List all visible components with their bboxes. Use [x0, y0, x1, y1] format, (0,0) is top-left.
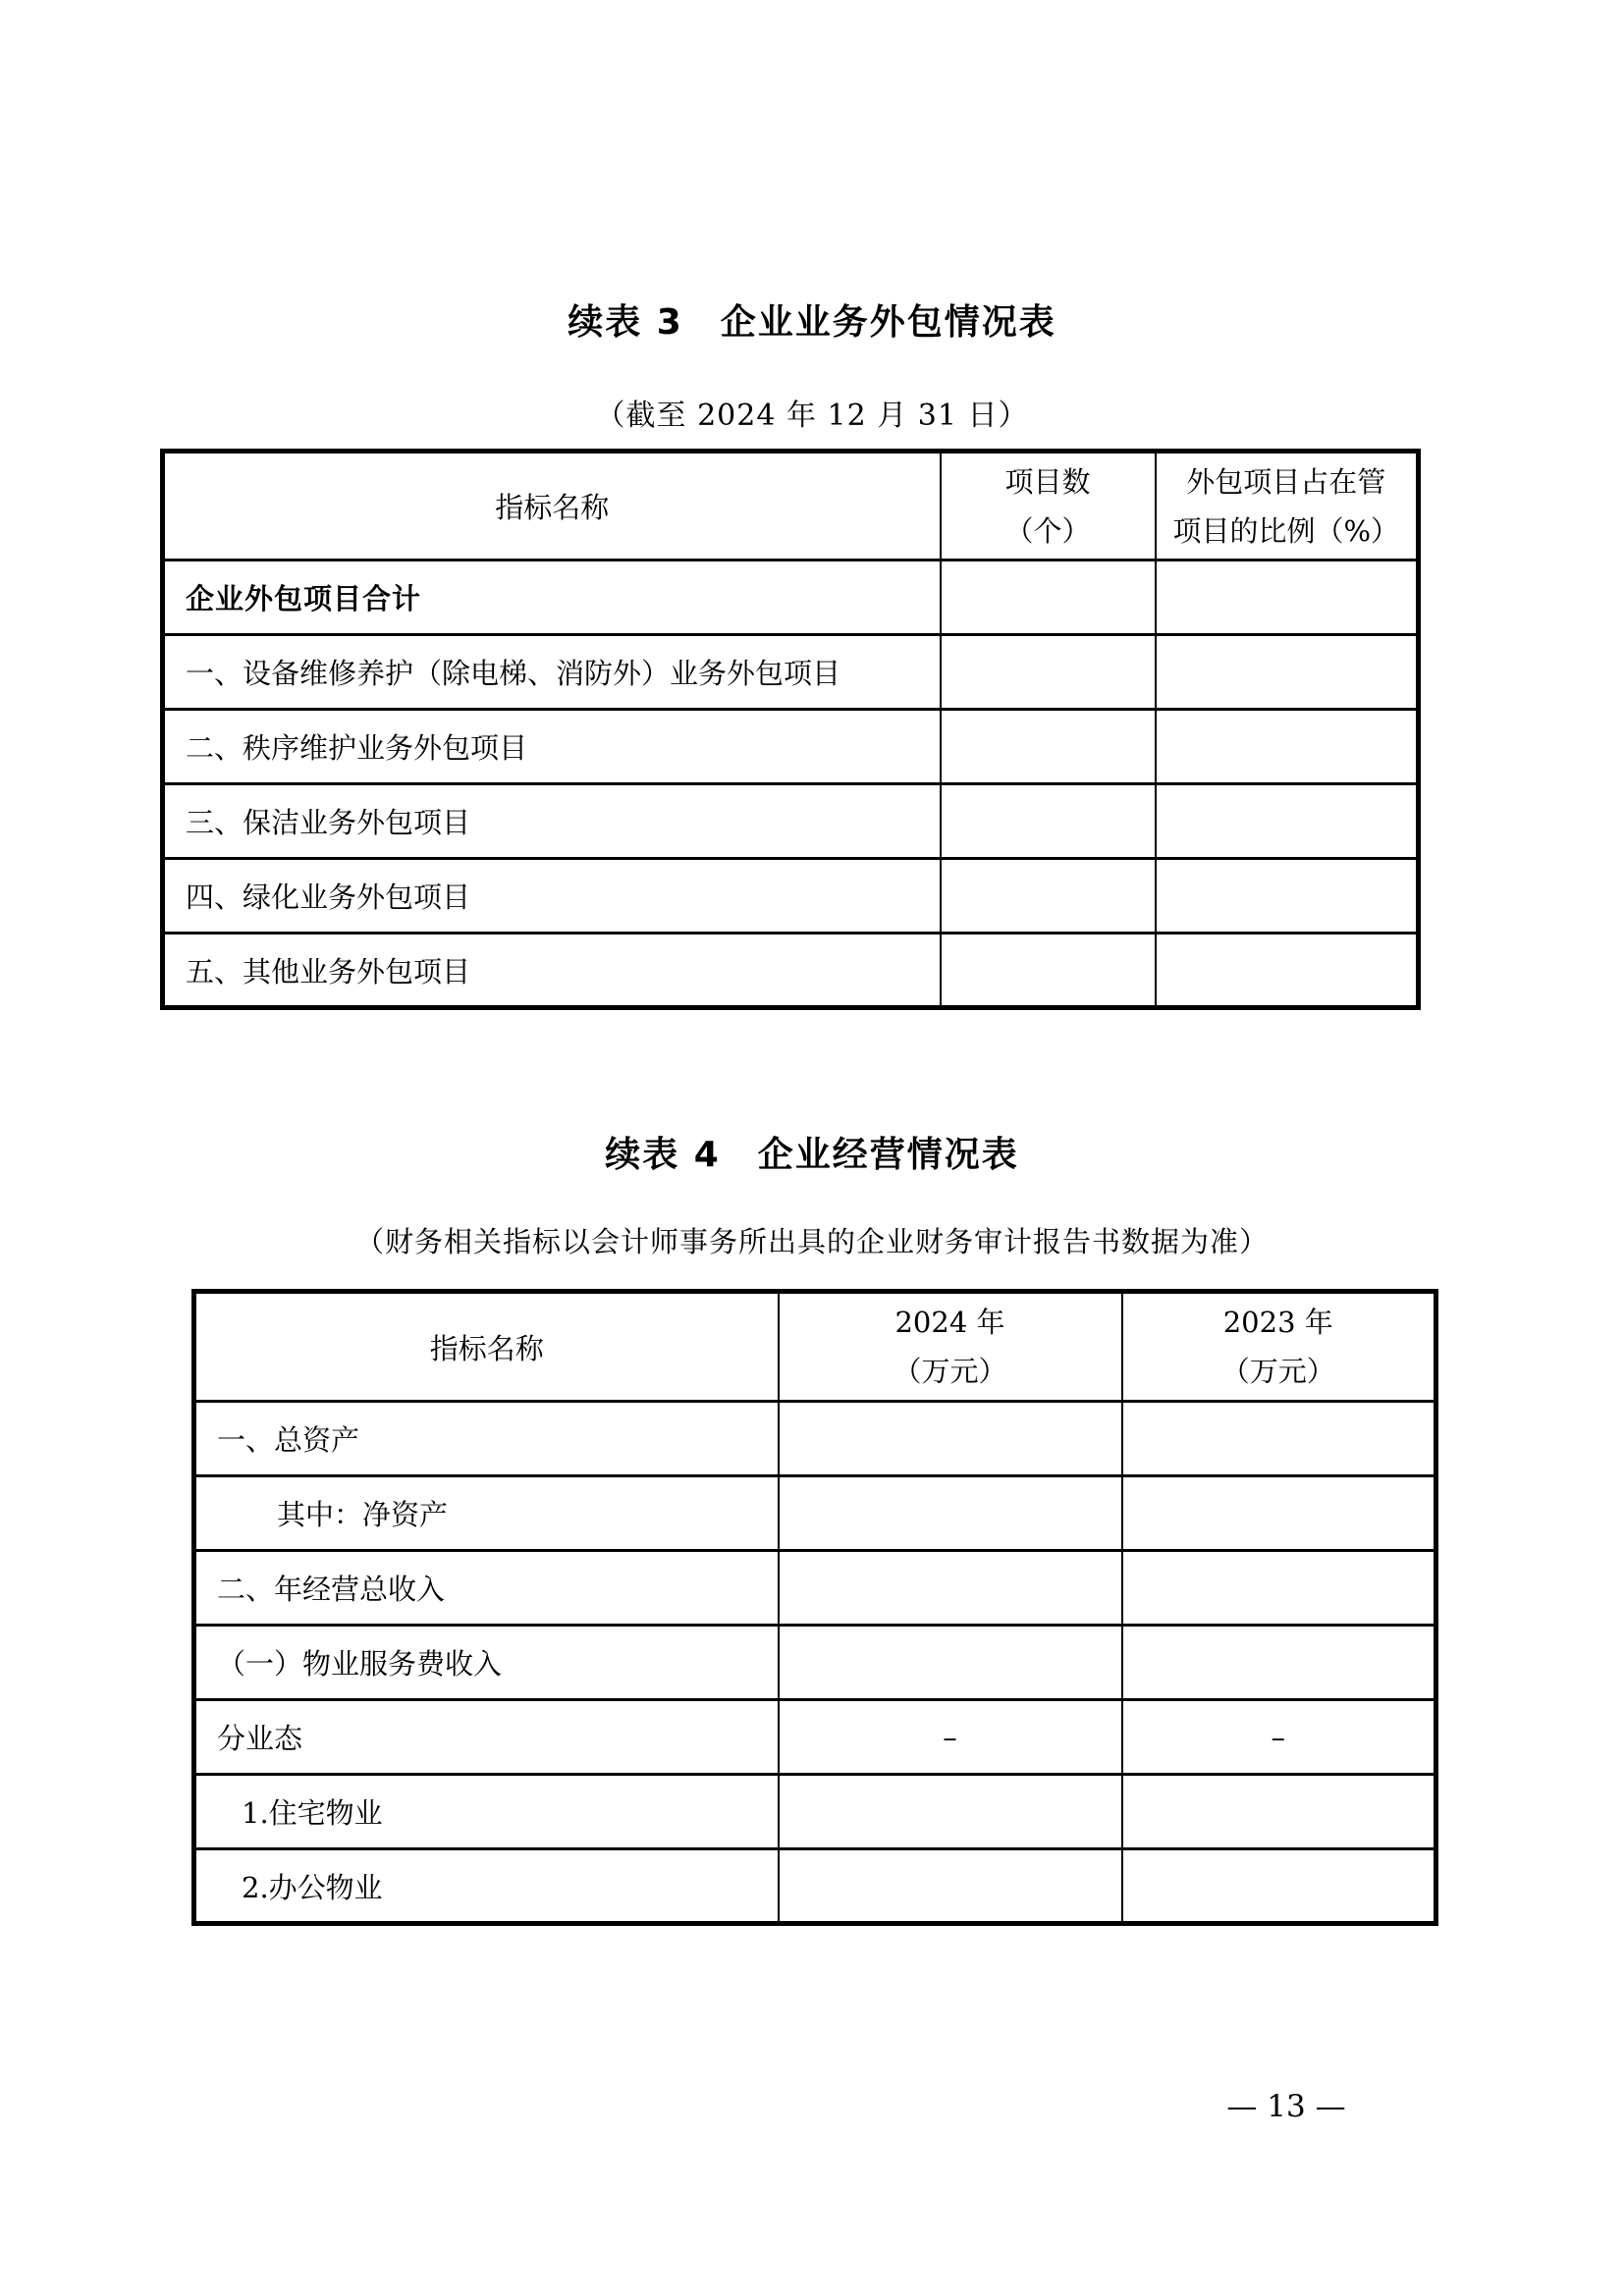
row-2023-cell	[1122, 1476, 1436, 1551]
row-label: 企业外包项目合计	[163, 561, 941, 635]
row-label: 2.办公物业	[194, 1849, 779, 1924]
outsourcing-header-project-count	[941, 452, 1156, 561]
operations-table-header-row	[194, 1292, 1436, 1402]
row-label: 二、年经营总收入	[194, 1551, 779, 1626]
row-2023-cell: –	[1122, 1700, 1436, 1775]
row-count-cell	[941, 635, 1156, 710]
row-ratio-cell	[1156, 710, 1419, 784]
row-label: 二、秩序维护业务外包项目	[163, 710, 941, 784]
table-row	[163, 710, 1419, 784]
table-row	[194, 1700, 1436, 1775]
row-label: 一、总资产	[194, 1402, 779, 1476]
operations-header-2023-line1: 2023 年	[1222, 1306, 1333, 1339]
operations-table	[191, 1289, 1438, 1926]
table-row	[163, 784, 1419, 859]
table-row	[194, 1402, 1436, 1476]
table4-subtitle: （财务相关指标以会计师事务所出具的企业财务审计报告书数据为准）	[354, 1225, 1269, 1258]
row-label: 一、设备维修养护（除电梯、消防外）业务外包项目	[163, 635, 941, 710]
outsourcing-header-project-count-line2: （个）	[1004, 513, 1091, 548]
row-2024-cell	[779, 1551, 1122, 1626]
table-row	[163, 934, 1419, 1008]
outsourcing-header-indicator-name: 指标名称	[163, 452, 941, 561]
page-number: — 13 —	[1226, 2089, 1346, 2124]
table-row	[194, 1775, 1436, 1849]
row-ratio-cell	[1156, 859, 1419, 934]
row-2023-cell	[1122, 1402, 1436, 1476]
row-label: 三、保洁业务外包项目	[163, 784, 941, 859]
row-2023-cell	[1122, 1775, 1436, 1849]
row-label: 五、其他业务外包项目	[163, 934, 941, 1008]
row-count-cell	[941, 710, 1156, 784]
row-label: 其中：净资产	[194, 1476, 779, 1551]
outsourcing-header-project-ratio-line1: 外包项目占在管	[1186, 464, 1386, 499]
row-label: 1.住宅物业	[194, 1775, 779, 1849]
row-2024-cell: –	[779, 1700, 1122, 1775]
outsourcing-header-project-count-line1: 项目数	[1004, 464, 1091, 499]
table4-title: 续表 4 企业经营情况表	[605, 1135, 1019, 1175]
row-count-cell	[941, 784, 1156, 859]
table3-title: 续表 3 企业业务外包情况表	[568, 302, 1056, 343]
operations-header-2023	[1122, 1292, 1436, 1402]
table-row	[194, 1551, 1436, 1626]
table-row	[194, 1626, 1436, 1700]
operations-header-2024-line1: 2024 年	[894, 1306, 1005, 1339]
operations-header-2024	[779, 1292, 1122, 1402]
row-2024-cell	[779, 1476, 1122, 1551]
row-ratio-cell	[1156, 934, 1419, 1008]
operations-header-2024-line2: （万元）	[893, 1355, 1007, 1388]
row-2024-cell	[779, 1849, 1122, 1924]
row-2024-cell	[779, 1626, 1122, 1700]
row-2023-cell	[1122, 1849, 1436, 1924]
outsourcing-table	[160, 449, 1421, 1010]
row-label: 分业态	[194, 1700, 779, 1775]
outsourcing-header-project-ratio-line2: 项目的比例（%）	[1172, 513, 1400, 548]
row-2024-cell	[779, 1402, 1122, 1476]
table3-subtitle: （截至 2024 年 12 月 31 日）	[595, 399, 1029, 433]
table-row	[163, 859, 1419, 934]
row-label: （一）物业服务费收入	[194, 1626, 779, 1700]
outsourcing-header-project-ratio	[1156, 452, 1419, 561]
row-count-cell	[941, 934, 1156, 1008]
row-ratio-cell	[1156, 635, 1419, 710]
table-row	[163, 635, 1419, 710]
row-ratio-cell	[1156, 561, 1419, 635]
operations-header-indicator-name: 指标名称	[194, 1292, 779, 1402]
table-row	[194, 1476, 1436, 1551]
row-2023-cell	[1122, 1551, 1436, 1626]
row-ratio-cell	[1156, 784, 1419, 859]
operations-header-2023-line2: （万元）	[1220, 1355, 1335, 1388]
row-label: 四、绿化业务外包项目	[163, 859, 941, 934]
row-count-cell	[941, 561, 1156, 635]
row-2023-cell	[1122, 1626, 1436, 1700]
row-2024-cell	[779, 1775, 1122, 1849]
row-count-cell	[941, 859, 1156, 934]
table-row	[163, 561, 1419, 635]
table-row	[194, 1849, 1436, 1924]
outsourcing-table-header-row	[163, 452, 1419, 561]
